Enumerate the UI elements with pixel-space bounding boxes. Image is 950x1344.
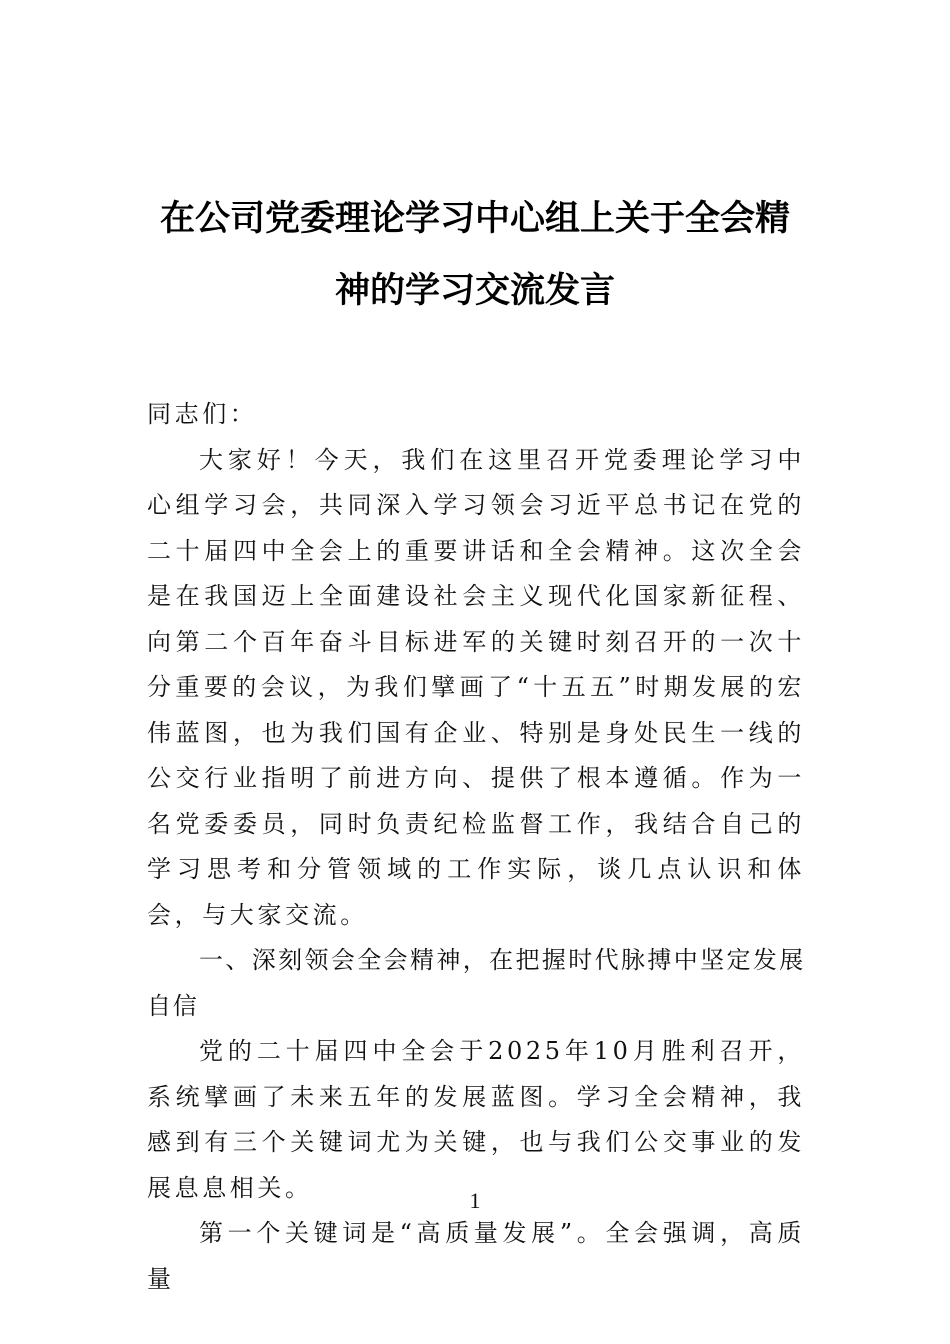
title-line-1: 在公司党委理论学习中心组上关于全会精 [159, 199, 790, 240]
page-title [120, 183, 830, 327]
document-body [147, 392, 805, 1302]
section-heading-1: 一、深刻领会全会精神，在把握时代脉搏中坚定发展自信 [147, 946, 805, 1020]
title-line-2: 神的学习交流发言 [334, 271, 615, 312]
paragraph-plenum: 党的二十届四中全会于2025年10月胜利召开，系统擘画了未来五年的发展蓝图。学习全会精神，我感到有三个关键词尤为关键，也与我们公交事业的发展息息相关。 [147, 1037, 805, 1202]
page-number: 1 [469, 1188, 481, 1213]
salutation: 同志们： [147, 400, 258, 428]
paragraph-opening: 大家好！今天，我们在这里召开党委理论学习中心组学习会，共同深入学习领会习近平总书记在党的二十届四中全会上的重要讲话和全会精神。这次全会是在我国迈上全面建设社会主义现代化国家新征程、向第二个百年奋斗目标进军的关键时刻召开的一次十分重要的会议，为我们擘画了“十五五”时期发展的宏伟蓝图，也为我们国有企业、特别是身处民生一线的公交行业指明了前进方向、提供了根本遵循。作为一名党委委员，同时负责纪检监督工作，我结合自己的学习思考和分管领域的工作实际，谈几点认识和体会，与大家交流。 [147, 445, 805, 929]
paragraph-keyword-1: 第一个关键词是“高质量发展”。全会强调，高质量 [147, 1219, 805, 1293]
